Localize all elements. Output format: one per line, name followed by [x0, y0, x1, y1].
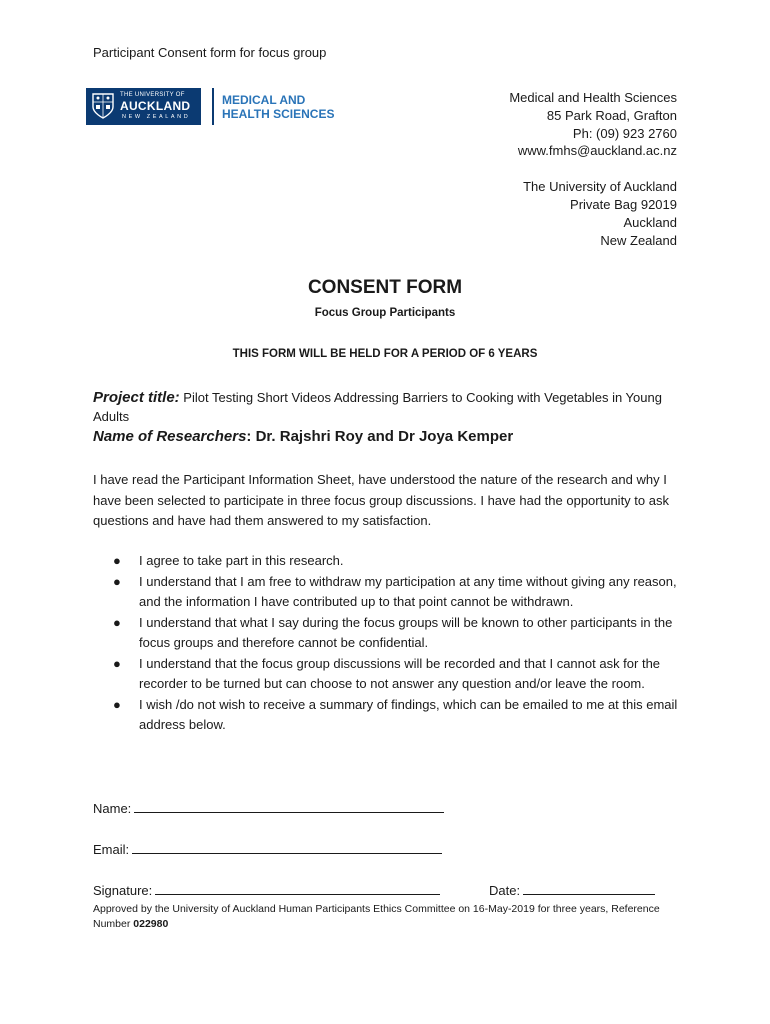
- logo-university-country: NEW ZEALAND: [122, 114, 191, 120]
- statement-text: I understand that what I say during the focus groups will be known to other participants in the focus groups and therefore cannot be confidential.: [139, 614, 673, 650]
- email-field[interactable]: [132, 841, 442, 854]
- project-title: [93, 388, 683, 426]
- project-title-value: Pilot Testing Short Videos Addressing Barriers to Cooking with Vegetables in Young Adults: [93, 390, 662, 424]
- reference-number: 022980: [133, 917, 169, 930]
- faculty-name: [222, 93, 334, 121]
- bullet-icon: ●: [113, 655, 121, 671]
- bullet-icon: ●: [113, 696, 121, 712]
- researchers-label: Name of Researchers: [93, 428, 247, 445]
- email-label: Email:: [93, 842, 130, 857]
- logo-badge: [86, 88, 201, 125]
- intro-paragraph: I have read the Participant Information Sheet, have understood the nature of the research and why I have been selected to participate in three focus group discussions. I have had the opportunity to ask questions and have had them answered to my satisfaction.: [93, 472, 669, 528]
- logo-university-name: AUCKLAND: [120, 99, 191, 113]
- statement-text: I understand that I am free to withdraw my participation at any time without giving any reason, and the information I have contributed up to that point cannot be withdrawn.: [139, 573, 677, 609]
- address-line: 85 Park Road, Grafton: [546, 107, 677, 123]
- address-line: www.fmhs@auckland.ac.nz: [517, 143, 677, 159]
- contact-address: [509, 89, 677, 249]
- form-subtitle: Focus Group Participants: [314, 307, 456, 319]
- email-row: [93, 841, 442, 857]
- form-title: CONSENT FORM: [307, 277, 463, 298]
- name-label: Name:: [93, 801, 132, 816]
- faculty-line-2: HEALTH SCIENCES: [222, 107, 335, 121]
- list-item: [93, 613, 683, 654]
- university-logo: [86, 88, 356, 126]
- statement-text: I agree to take part in this research.: [139, 553, 344, 568]
- address-line: Medical and Health Sciences: [509, 90, 677, 105]
- signature-row: [93, 882, 440, 898]
- statement-text: I understand that the focus group discussions will be recorded and that I cannot ask for the recorder to be turned but can choose to not answer any question and/or leave the room.: [139, 655, 661, 691]
- bullet-icon: ●: [113, 614, 121, 630]
- list-item: [93, 695, 683, 736]
- approval-text: Approved by the University of Auckland Human Participants Ethics Committee on 16-May-2019 for three years, Reference Number: [93, 903, 660, 930]
- address-line: Private Bag 92019: [570, 196, 677, 212]
- faculty-line-1: MEDICAL AND: [222, 93, 306, 107]
- list-item: [93, 551, 683, 572]
- date-field[interactable]: [523, 882, 655, 895]
- list-item: [93, 654, 683, 695]
- list-item: [93, 572, 683, 613]
- address-line: The University of Auckland: [523, 179, 677, 195]
- project-title-label: Project title:: [93, 389, 180, 406]
- address-line: Ph: (09) 923 2760: [572, 125, 677, 141]
- bullet-icon: ●: [113, 553, 121, 568]
- name-row: [93, 800, 444, 816]
- signature-field[interactable]: [155, 882, 440, 895]
- logo-university-top: THE UNIVERSITY OF: [120, 92, 185, 98]
- researchers: [93, 428, 513, 445]
- ethics-approval-note: [93, 902, 693, 931]
- document-header: Participant Consent form for focus group: [93, 45, 327, 60]
- address-line: New Zealand: [600, 232, 677, 248]
- name-field[interactable]: [134, 800, 444, 813]
- researchers-value: : Dr. Rajshri Roy and Dr Joya Kemper: [246, 428, 514, 445]
- address-line: Auckland: [623, 214, 677, 230]
- statement-text: I wish /do not wish to receive a summary of findings, which can be emailed to me at this email address below.: [139, 696, 678, 732]
- crest-icon: [92, 93, 114, 119]
- signature-label: Signature:: [93, 883, 153, 898]
- date-row: [489, 882, 655, 898]
- consent-statements: [93, 551, 683, 736]
- logo-divider: [212, 88, 214, 125]
- retention-notice: THIS FORM WILL BE HELD FOR A PERIOD OF 6 YEARS: [232, 348, 538, 360]
- date-label: Date:: [489, 883, 521, 898]
- bullet-icon: ●: [113, 573, 121, 589]
